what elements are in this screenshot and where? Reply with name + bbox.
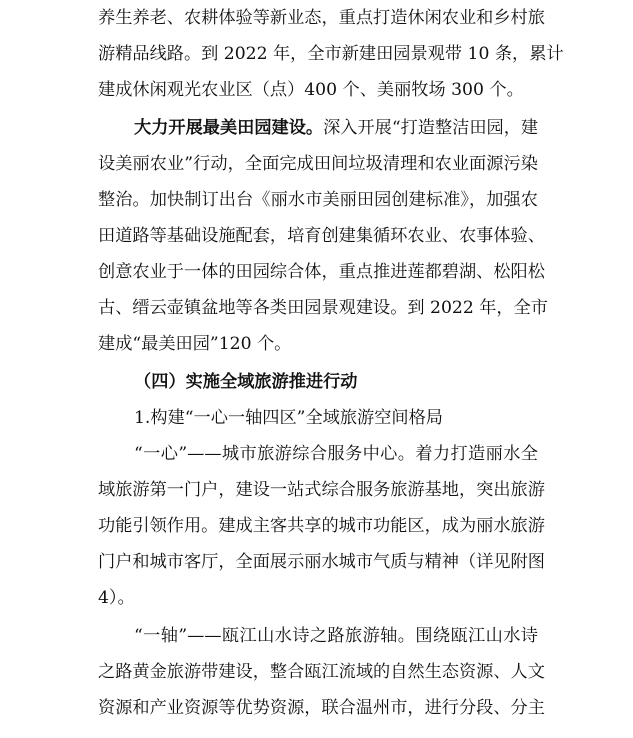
subsection-heading: 1.构建“一心一轴四区”全域旅游空间格局 (134, 408, 443, 428)
section-heading: （四）实施全域旅游推进行动 (134, 372, 358, 392)
body-text-line: 创意农业于一体的田园综合体，重点推进莲都碧湖、松阳松 (98, 262, 545, 282)
body-text-line: 门户和城市客厅，全面展示丽水城市气质与精神（详见附图 (98, 552, 545, 572)
body-text-line: 建成休闲观光农业区（点）400 个、美丽牧场 300 个。 (98, 80, 524, 100)
body-text-line: 功能引领作用。建成主客共享的城市功能区，成为丽水旅游 (98, 516, 545, 536)
body-text-line: 古、缙云壶镇盆地等各类田园景观建设。到 2022 年，全市 (98, 298, 548, 318)
paragraph-lead-bold: 大力开展最美田园建设。 (134, 118, 324, 138)
paragraph-lead-rest: 深入开展“打造整洁田园，建 (323, 118, 539, 138)
body-text-line: 养生养老、农耕体验等新业态，重点打造休闲农业和乡村旅 (98, 8, 545, 28)
body-text-line: 之路黄金旅游带建设，整合瓯江流域的自然生态资源、人文 (98, 662, 545, 682)
body-text-line: 整治。加快制订出台《丽水市美丽田园创建标准》，加强农 (98, 190, 538, 210)
body-text-line: “一轴”——瓯江山水诗之路旅游轴。围绕瓯江山水诗 (134, 626, 538, 646)
body-text-line: 游精品线路。到 2022 年，全市新建田园景观带 10 条，累计 (98, 44, 564, 64)
body-text-line: 资源和产业资源等优势资源，联合温州市，进行分段、分主 (98, 698, 545, 718)
body-text-line: 田道路等基础设施配套，培育创建集循环农业、农事体验、 (98, 226, 545, 246)
body-text-line: 设美丽农业”行动，全面完成田间垃圾清理和农业面源污染 (98, 154, 538, 174)
body-text-line: 建成“最美田园”120 个。 (98, 334, 292, 354)
body-text-line: “一心”——城市旅游综合服务中心。着力打造丽水全 (134, 444, 538, 464)
body-text-line: 域旅游第一门户，建设一站式综合服务旅游基地，突出旅游 (98, 480, 545, 500)
body-text-line: 4）。 (98, 588, 135, 608)
paragraph-first-line (134, 110, 538, 146)
